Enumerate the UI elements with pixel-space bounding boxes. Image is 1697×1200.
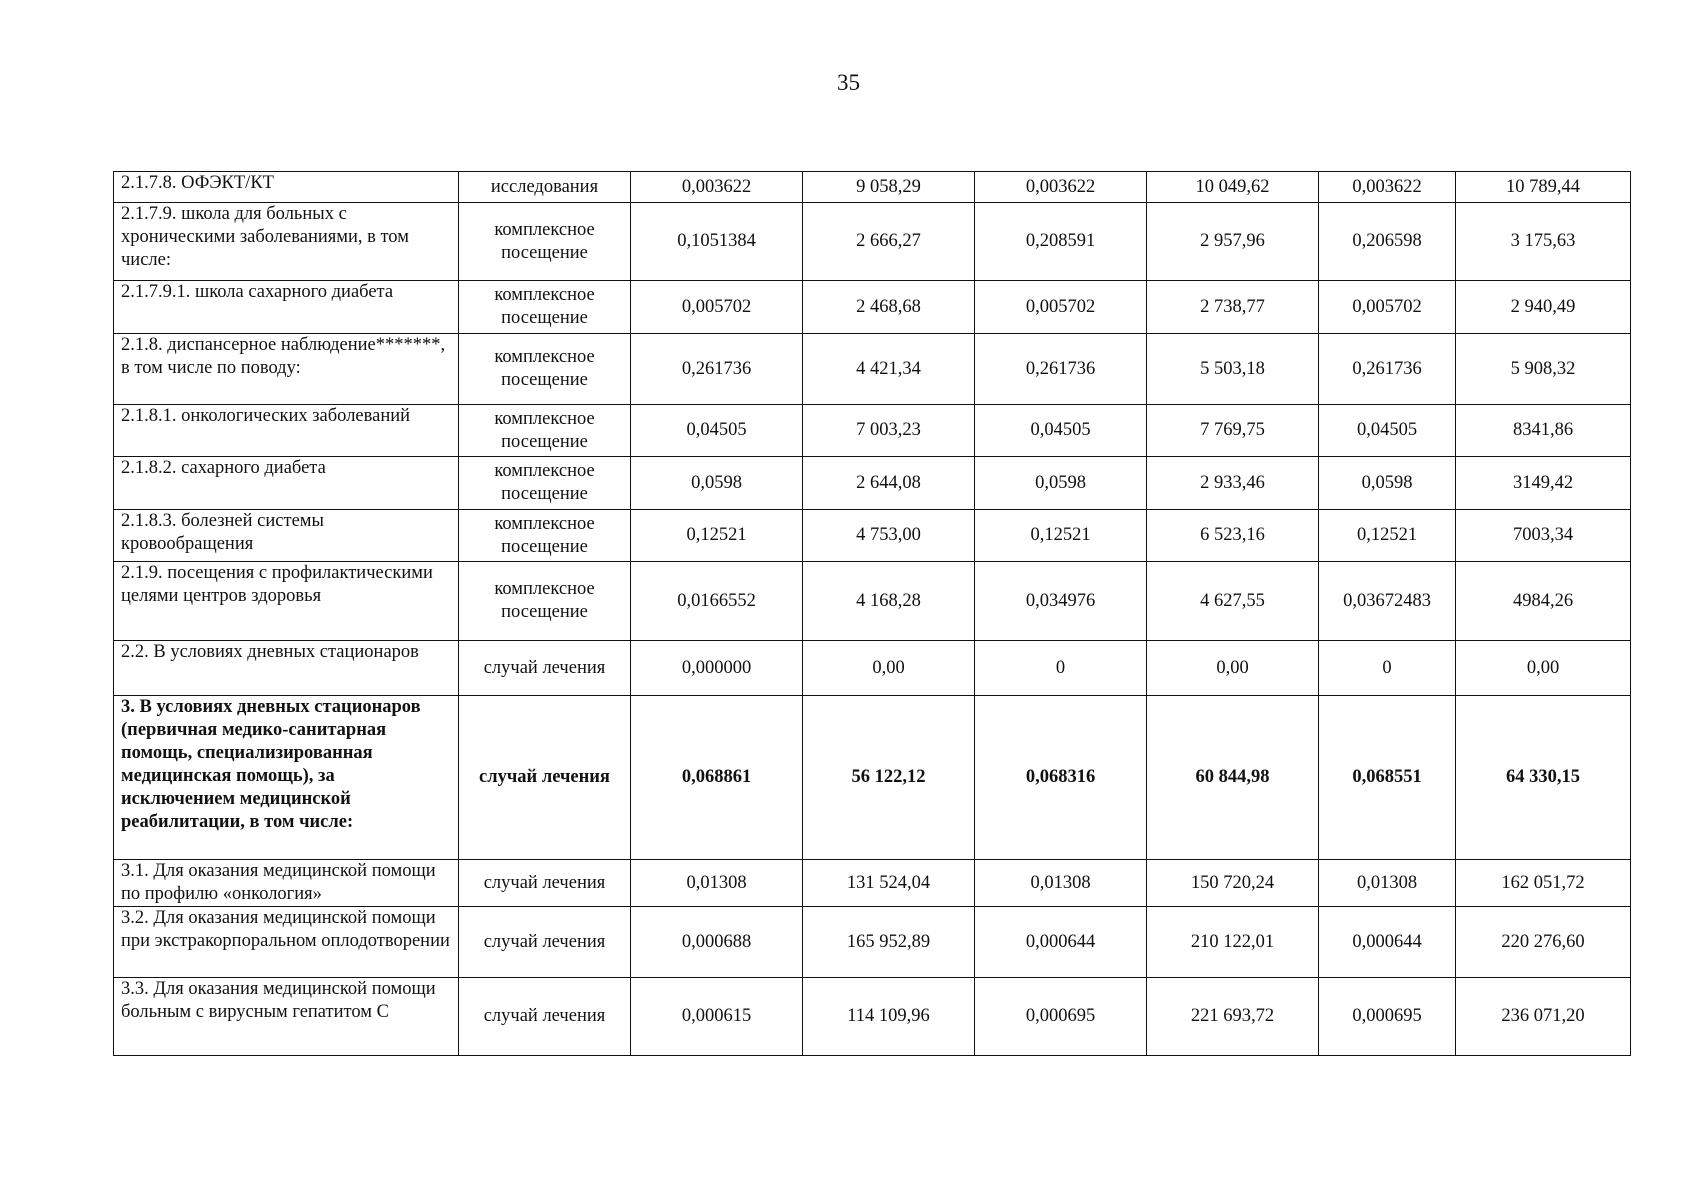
row-unit: комплексное посещение — [459, 281, 631, 334]
cell-value: 0,0166552 — [631, 562, 803, 641]
cell-value: 0,000644 — [975, 907, 1147, 978]
table-row — [114, 510, 1631, 562]
cell-value: 114 109,96 — [803, 978, 975, 1056]
row-name: 2.1.7.9. школа для больных с хроническими заболеваниями, в том числе: — [114, 203, 459, 281]
cell-value: 0,068551 — [1319, 696, 1456, 860]
table-row — [114, 978, 1631, 1056]
cell-value: 210 122,01 — [1147, 907, 1319, 978]
cell-value: 0,003622 — [975, 172, 1147, 203]
row-name: 3.1. Для оказания медицинской помощи по профилю «онкология» — [114, 860, 459, 907]
cell-value: 7 003,23 — [803, 405, 975, 457]
cell-value: 2 933,46 — [1147, 457, 1319, 510]
row-unit: случай лечения — [459, 978, 631, 1056]
cell-value: 5 503,18 — [1147, 334, 1319, 405]
norms-table — [113, 171, 1631, 1056]
cell-value: 0,00 — [1147, 641, 1319, 696]
table-row — [114, 405, 1631, 457]
cell-value: 60 844,98 — [1147, 696, 1319, 860]
table-row — [114, 457, 1631, 510]
cell-value: 0,068861 — [631, 696, 803, 860]
table-row — [114, 907, 1631, 978]
table-row — [114, 696, 1631, 860]
cell-value: 0,208591 — [975, 203, 1147, 281]
table-row — [114, 562, 1631, 641]
cell-value: 2 468,68 — [803, 281, 975, 334]
row-unit: случай лечения — [459, 641, 631, 696]
cell-value: 0,068316 — [975, 696, 1147, 860]
cell-value: 0,04505 — [631, 405, 803, 457]
cell-value: 0,000615 — [631, 978, 803, 1056]
cell-value: 0,0598 — [975, 457, 1147, 510]
row-name: 3.2. Для оказания медицинской помощи при экстракорпоральном оплодотворении — [114, 907, 459, 978]
table-row — [114, 334, 1631, 405]
cell-value: 9 058,29 — [803, 172, 975, 203]
page-number: 35 — [837, 70, 860, 95]
row-unit: комплексное посещение — [459, 405, 631, 457]
row-unit: случай лечения — [459, 696, 631, 860]
table-row — [114, 641, 1631, 696]
cell-value: 0,005702 — [1319, 281, 1456, 334]
cell-value: 220 276,60 — [1456, 907, 1631, 978]
cell-value: 2 957,96 — [1147, 203, 1319, 281]
cell-value: 5 908,32 — [1456, 334, 1631, 405]
cell-value: 162 051,72 — [1456, 860, 1631, 907]
cell-value: 236 071,20 — [1456, 978, 1631, 1056]
cell-value: 0,12521 — [1319, 510, 1456, 562]
table-row — [114, 203, 1631, 281]
row-name: 2.2. В условиях дневных стационаров — [114, 641, 459, 696]
cell-value: 4 421,34 — [803, 334, 975, 405]
cell-value: 10 049,62 — [1147, 172, 1319, 203]
cell-value: 165 952,89 — [803, 907, 975, 978]
cell-value: 0,000695 — [1319, 978, 1456, 1056]
table-row — [114, 172, 1631, 203]
cell-value: 4 168,28 — [803, 562, 975, 641]
cell-value: 0,005702 — [631, 281, 803, 334]
row-unit: комплексное посещение — [459, 510, 631, 562]
cell-value: 0,12521 — [631, 510, 803, 562]
cell-value: 0,003622 — [1319, 172, 1456, 203]
cell-value: 0,005702 — [975, 281, 1147, 334]
row-name: 2.1.8.1. онкологических заболеваний — [114, 405, 459, 457]
row-unit: случай лечения — [459, 907, 631, 978]
row-unit: комплексное посещение — [459, 203, 631, 281]
table-row — [114, 860, 1631, 907]
cell-value: 0,04505 — [1319, 405, 1456, 457]
cell-value: 0,01308 — [975, 860, 1147, 907]
cell-value: 0,04505 — [975, 405, 1147, 457]
cell-value: 0,206598 — [1319, 203, 1456, 281]
cell-value: 0,003622 — [631, 172, 803, 203]
cell-value: 0,000000 — [631, 641, 803, 696]
cell-value: 4984,26 — [1456, 562, 1631, 641]
cell-value: 0,03672483 — [1319, 562, 1456, 641]
cell-value: 7 769,75 — [1147, 405, 1319, 457]
cell-value: 7003,34 — [1456, 510, 1631, 562]
cell-value: 0,261736 — [1319, 334, 1456, 405]
cell-value: 2 940,49 — [1456, 281, 1631, 334]
cell-value: 0,0598 — [1319, 457, 1456, 510]
cell-value: 0 — [975, 641, 1147, 696]
cell-value: 64 330,15 — [1456, 696, 1631, 860]
cell-value: 10 789,44 — [1456, 172, 1631, 203]
row-name: 2.1.7.9.1. школа сахарного диабета — [114, 281, 459, 334]
row-unit: комплексное посещение — [459, 562, 631, 641]
cell-value: 0,034976 — [975, 562, 1147, 641]
cell-value: 8341,86 — [1456, 405, 1631, 457]
row-unit: случай лечения — [459, 860, 631, 907]
cell-value: 0,01308 — [1319, 860, 1456, 907]
cell-value: 4 753,00 — [803, 510, 975, 562]
cell-value: 0,0598 — [631, 457, 803, 510]
cell-value: 0,1051384 — [631, 203, 803, 281]
cell-value: 2 738,77 — [1147, 281, 1319, 334]
row-name: 2.1.8. диспансерное наблюдение*******, в том числе по поводу: — [114, 334, 459, 405]
table-row — [114, 281, 1631, 334]
cell-value: 221 693,72 — [1147, 978, 1319, 1056]
cell-value: 0,12521 — [975, 510, 1147, 562]
cell-value: 0,261736 — [975, 334, 1147, 405]
row-name: 2.1.7.8. ОФЭКТ/КТ — [114, 172, 459, 203]
cell-value: 150 720,24 — [1147, 860, 1319, 907]
cell-value: 0 — [1319, 641, 1456, 696]
row-name: 2.1.8.3. болезней системы кровообращения — [114, 510, 459, 562]
row-unit: комплексное посещение — [459, 334, 631, 405]
row-unit: исследования — [459, 172, 631, 203]
cell-value: 3149,42 — [1456, 457, 1631, 510]
cell-value: 0,000695 — [975, 978, 1147, 1056]
cell-value: 2 644,08 — [803, 457, 975, 510]
cell-value: 6 523,16 — [1147, 510, 1319, 562]
cell-value: 2 666,27 — [803, 203, 975, 281]
cell-value: 0,00 — [803, 641, 975, 696]
cell-value: 4 627,55 — [1147, 562, 1319, 641]
cell-value: 56 122,12 — [803, 696, 975, 860]
cell-value: 0,000688 — [631, 907, 803, 978]
cell-value: 0,01308 — [631, 860, 803, 907]
row-name: 3.3. Для оказания медицинской помощи больным с вирусным гепатитом С — [114, 978, 459, 1056]
cell-value: 0,000644 — [1319, 907, 1456, 978]
row-name: 2.1.9. посещения с профилактическими целями центров здоровья — [114, 562, 459, 641]
cell-value: 131 524,04 — [803, 860, 975, 907]
cell-value: 0,00 — [1456, 641, 1631, 696]
row-name: 2.1.8.2. сахарного диабета — [114, 457, 459, 510]
cell-value: 0,261736 — [631, 334, 803, 405]
row-unit: комплексное посещение — [459, 457, 631, 510]
row-name: 3. В условиях дневных стационаров (первичная медико-санитарная помощь, специализированная медицинская помощь), за исключением медицинской реабилитации, в том числе: — [114, 696, 459, 860]
cell-value: 3 175,63 — [1456, 203, 1631, 281]
